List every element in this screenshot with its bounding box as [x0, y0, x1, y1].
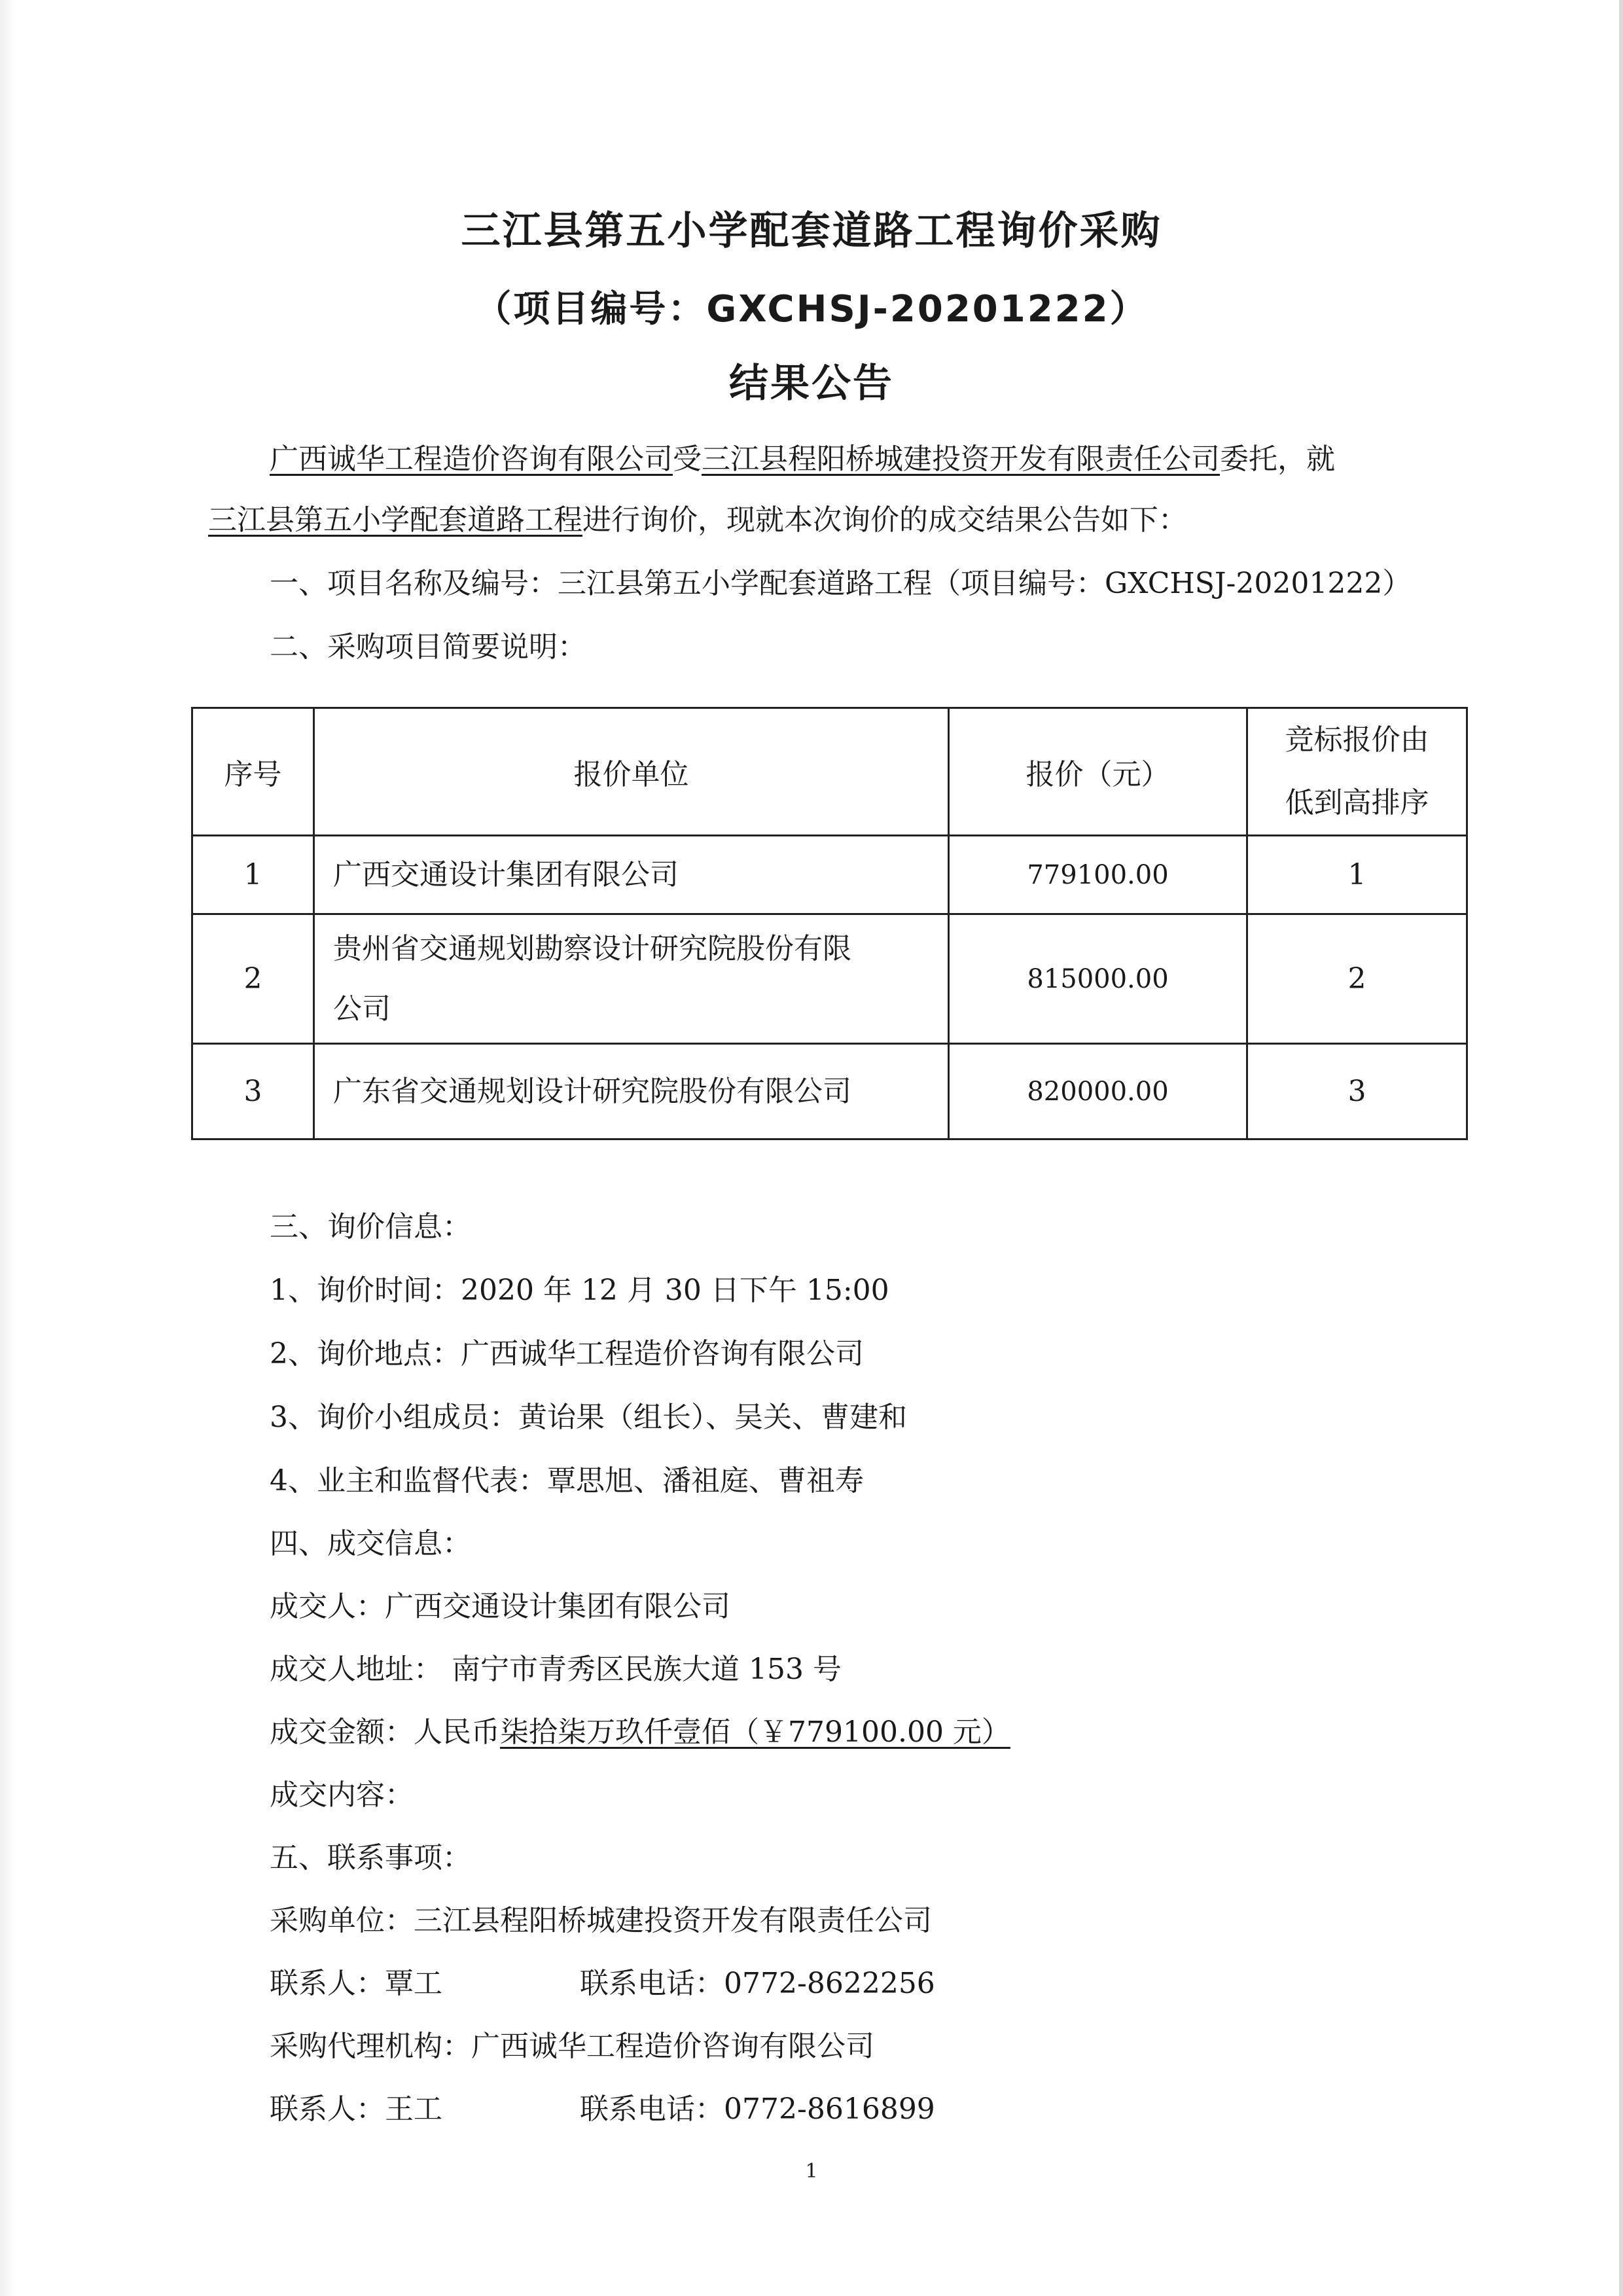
- cell-rank: 1: [1247, 836, 1467, 914]
- section-1-line: 一、项目名称及编号：三江县第五小学配套道路工程（项目编号：GXCHSJ-20201222）: [270, 567, 1412, 600]
- inquiry-place: 2、询价地点：广西诚华工程造价咨询有限公司: [270, 1337, 864, 1371]
- section-5-heading: 五、联系事项：: [270, 1841, 471, 1874]
- table-row: [192, 836, 1467, 914]
- deal-content: 成交内容：: [270, 1778, 414, 1812]
- document-subtitle: 结果公告: [729, 361, 894, 406]
- cell-unit-line-2: 公司: [333, 992, 391, 1026]
- intro-line-2: [208, 496, 1187, 538]
- table-header-row: [192, 708, 1467, 836]
- cell-unit: 广西交通设计集团有限公司: [314, 836, 949, 914]
- section-2-heading: 二、采购项目简要说明：: [270, 630, 586, 664]
- header-rank: [1247, 708, 1467, 836]
- table-row: [192, 914, 1467, 1044]
- scan-left-edge: [0, 0, 17, 2296]
- winner-address: 成交人地址： 南宁市青秀区民族大道 153 号: [270, 1653, 842, 1686]
- header-price: 报价（元）: [949, 708, 1247, 836]
- intro-text-3: 进行询价，现就本次询价的成交结果公告如下：: [582, 503, 1187, 537]
- header-rank-line-2: 低到高排序: [1285, 786, 1429, 819]
- inquiry-time: 1、询价时间：2020 年 12 月 30 日下午 15:00: [270, 1274, 889, 1307]
- intro-project: 三江县第五小学配套道路工程: [208, 503, 582, 537]
- page-number: 1: [805, 2160, 818, 2183]
- agent-contact: 联系人：王工: [270, 2092, 442, 2126]
- section-3-heading: 三、询价信息：: [270, 1210, 471, 1244]
- header-rank-line-1: 竞标报价由: [1285, 723, 1429, 757]
- intro-client: 三江县程阳桥城建投资开发有限责任公司: [702, 442, 1220, 476]
- agent-unit: 采购代理机构：广西诚华工程造价咨询有限公司: [270, 2030, 874, 2063]
- intro-text-1: 受: [673, 442, 702, 476]
- owner-representatives: 4、业主和监督代表：覃思旭、潘祖庭、曹祖寿: [270, 1464, 864, 1498]
- intro-text-2: 委托，就: [1220, 442, 1335, 476]
- header-seq: 序号: [192, 708, 314, 836]
- document-title: 三江县第五小学配套道路工程询价采购: [461, 208, 1162, 254]
- cell-unit: [314, 914, 949, 1044]
- intro-line-1: [270, 435, 1335, 477]
- agent-phone: 联系电话：0772-8616899: [580, 2092, 935, 2126]
- winner-name: 成交人：广西交通设计集团有限公司: [270, 1590, 730, 1623]
- amount-value: 柒拾柒万玖仟壹佰（￥779100.00 元）: [500, 1715, 1010, 1749]
- intro-agency: 广西诚华工程造价咨询有限公司: [270, 442, 673, 476]
- cell-unit-line-1: 贵州省交通规划勘察设计研究院股份有限: [333, 931, 851, 965]
- cell-price: 779100.00: [949, 836, 1247, 914]
- buyer-contact: 联系人：覃工: [270, 1967, 442, 2000]
- cell-price: 815000.00: [949, 914, 1247, 1044]
- quote-table: [191, 707, 1468, 1140]
- cell-unit: 广东省交通规划设计研究院股份有限公司: [314, 1044, 949, 1139]
- project-code: （项目编号：GXCHSJ-20201222）: [474, 288, 1149, 331]
- cell-price: 820000.00: [949, 1044, 1247, 1139]
- inquiry-members: 3、询价小组成员：黄诒果（组长）、吴关、曹建和: [270, 1401, 907, 1434]
- table-row: [192, 1044, 1467, 1139]
- cell-seq: 2: [192, 914, 314, 1044]
- cell-rank: 2: [1247, 914, 1467, 1044]
- scan-right-edge: [1619, 0, 1623, 2296]
- section-4-heading: 四、成交信息：: [270, 1527, 471, 1560]
- cell-seq: 3: [192, 1044, 314, 1139]
- cell-seq: 1: [192, 836, 314, 914]
- cell-rank: 3: [1247, 1044, 1467, 1139]
- buyer-unit: 采购单位：三江县程阳桥城建投资开发有限责任公司: [270, 1904, 932, 1937]
- header-unit: 报价单位: [314, 708, 949, 836]
- buyer-phone: 联系电话：0772-8622256: [580, 1967, 935, 2000]
- winning-amount: [270, 1708, 1010, 1750]
- amount-label: 成交金额：人民币: [270, 1715, 500, 1749]
